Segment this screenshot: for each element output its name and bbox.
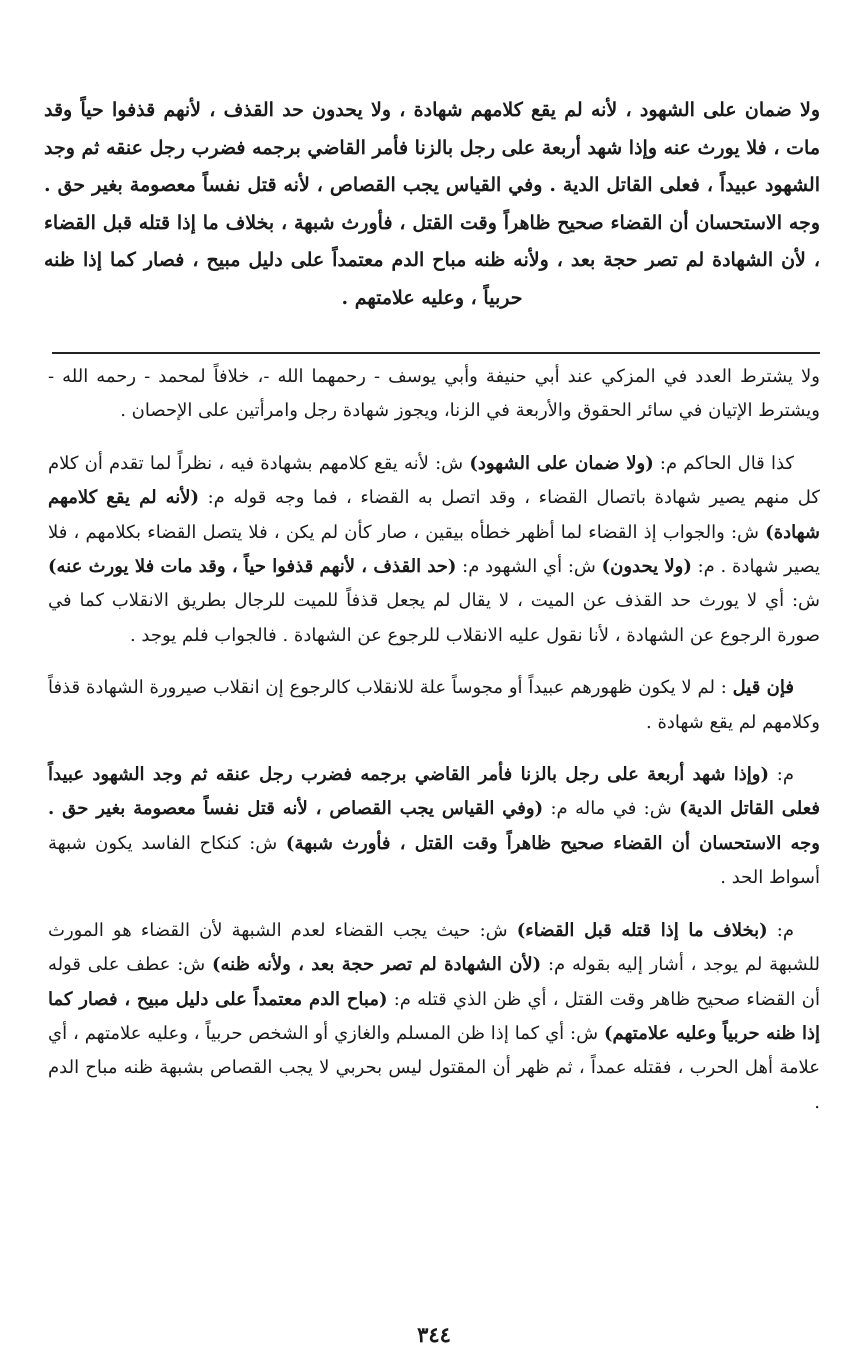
commentary-paragraph-1: ولا يشترط العدد في المزكي عند أبي حنيفة وأبي يوسف - رحمهما الله -، خلافاً لمحمد - رحمه الله - ويشترط الإتيان في سائر الحقوق والأربعة في الزنا، ويجوز شهادة رجل وامرأتين على الإحصان . — [48, 366, 820, 422]
commentary-paragraph-4 — [48, 758, 820, 896]
plain-text: كذا قال الحاكم م: — [653, 452, 794, 474]
quoted-matn: (ولا ضمان على الشهود) — [469, 452, 654, 474]
quoted-matn: (وإذا شهد أربعة على رجل بالزنا فأمر القاضي برجمه فضرب رجل عنقه ثم وجد الشهود عبيداً فعلى القاتل الدية) — [48, 764, 820, 820]
plain-text: ش: عطف على قوله أن القضاء صحيح ظاهر وقت القتل ، أي ظن الذي قتله م: — [48, 954, 820, 1010]
objection-label: فإن قيل — [732, 677, 794, 699]
quoted-matn: (لأنه لم يقع كلامهم شهادة) — [48, 487, 820, 543]
plain-text: ش: في ماله م: — [543, 798, 680, 820]
plain-text: م: — [768, 764, 794, 786]
plain-text: م: — [767, 919, 795, 941]
quoted-matn: (مباح الدم معتمداً على دليل مبيح ، فصار كما إذا ظنه حربياً وعليه علامتهم) — [48, 988, 820, 1044]
quoted-matn: (حد القذف ، لأنهم قذفوا حياً ، وقد مات فلا يورث عنه) — [48, 556, 457, 578]
plain-text: ش: لأنه يقع كلامهم بشهادة فيه ، نظراً لما تقدم أن كلام كل منهم يصير شهادة باتصال القضاء ، وقد اتصل به القضاء ، فما وجه قوله م: — [48, 452, 820, 509]
main-text: ولا ضمان على الشهود ، لأنه لم يقع كلامهم شهادة ، ولا يحدون حد القذف ، لأنهم قذفوا حياً وقد مات ، فلا يورث عنه وإذا شهد أربعة على رجل بالزنا فأمر القاضي برجمه فضرب رجل عنقه ثم وجد الشهود عبيداً ، فعلى القاتل الدية . وفي القياس يجب القصاص ، لأنه قتل نفساً معصومة بغير حق . وجه الاستحسان أن القضاء صحيح ظاهراً وقت القتل ، فأورث شبهة ، بخلاف ما إذا قتله قبل القضاء ، لأن الشهادة لم تصر حجة بعد ، ولأنه ظنه مباح الدم معتمداً على دليل مبيح ، فصار كما إذا ظنه حربياً ، وعليه علامتهم . — [44, 99, 820, 309]
plain-text: : لم لا يكون ظهورهم عبيداً أو مجوساً علة للانقلاب كالرجوع إن انقلاب صيرورة الشهادة قذفاً وكلامهم لم يقع شهادة . — [48, 677, 820, 733]
commentary-paragraph-3 — [48, 671, 820, 740]
plain-text: ش: حيث يجب القضاء لعدم الشبهة لأن القضاء هو المورث للشبهة لم يوجد ، أشار إليه بقوله م: — [48, 919, 820, 976]
quoted-matn: (بخلاف ما إذا قتله قبل القضاء) — [516, 919, 768, 941]
quoted-matn: (ولا يحدون) — [601, 556, 692, 578]
separator-line — [52, 352, 820, 354]
commentary-paragraph-2 — [48, 447, 820, 653]
plain-text: ش: أي لا يورث حد القذف عن الميت ، لا يقال لم يجعل قذفاً للميت للرجال بطريق الانقلاب كما في صورة الرجوع عن الشهادة ، لأنا نقول عليه الانقلاب للرجوع عن الشهادة . فالجواب فلم يوجد . — [48, 590, 820, 646]
plain-text: ش: أي الشهود م: — [456, 556, 602, 578]
commentary — [48, 360, 820, 1120]
quoted-matn: (لأن الشهادة لم تصر حجة بعد ، ولأنه ظنه) — [212, 954, 542, 976]
plain-text: ش: أي كما إذا ظن المسلم والغازي أو الشخص حربياً ، وعليه علامتهم ، أي علامة أهل الحرب ، فقتله عمداً ، ثم ظهر أن المقتول ليس بحربي لا يجب القصاص بشبهة ظنه مباح الدم . — [48, 1022, 820, 1113]
page-number: ٣٤٤ — [417, 1322, 451, 1347]
quoted-matn: (وفي القياس يجب القصاص ، لأنه قتل نفساً معصومة بغير حق . وجه الاستحسان أن القضاء صحيح ظاهراً وقت القتل ، فأورث شبهة) — [48, 798, 820, 854]
plain-text: ش: كنكاح الفاسد يكون شبهة أسواط الحد . — [48, 832, 820, 889]
plain-text: ش: والجواب إذ القضاء لما أظهر خطأه بيقين ، صار كأن لم يكن ، فلا يتصل القضاء بكلامهم ، فلا يصير شهادة . م: — [48, 521, 821, 578]
commentary-paragraph-5 — [48, 914, 820, 1120]
